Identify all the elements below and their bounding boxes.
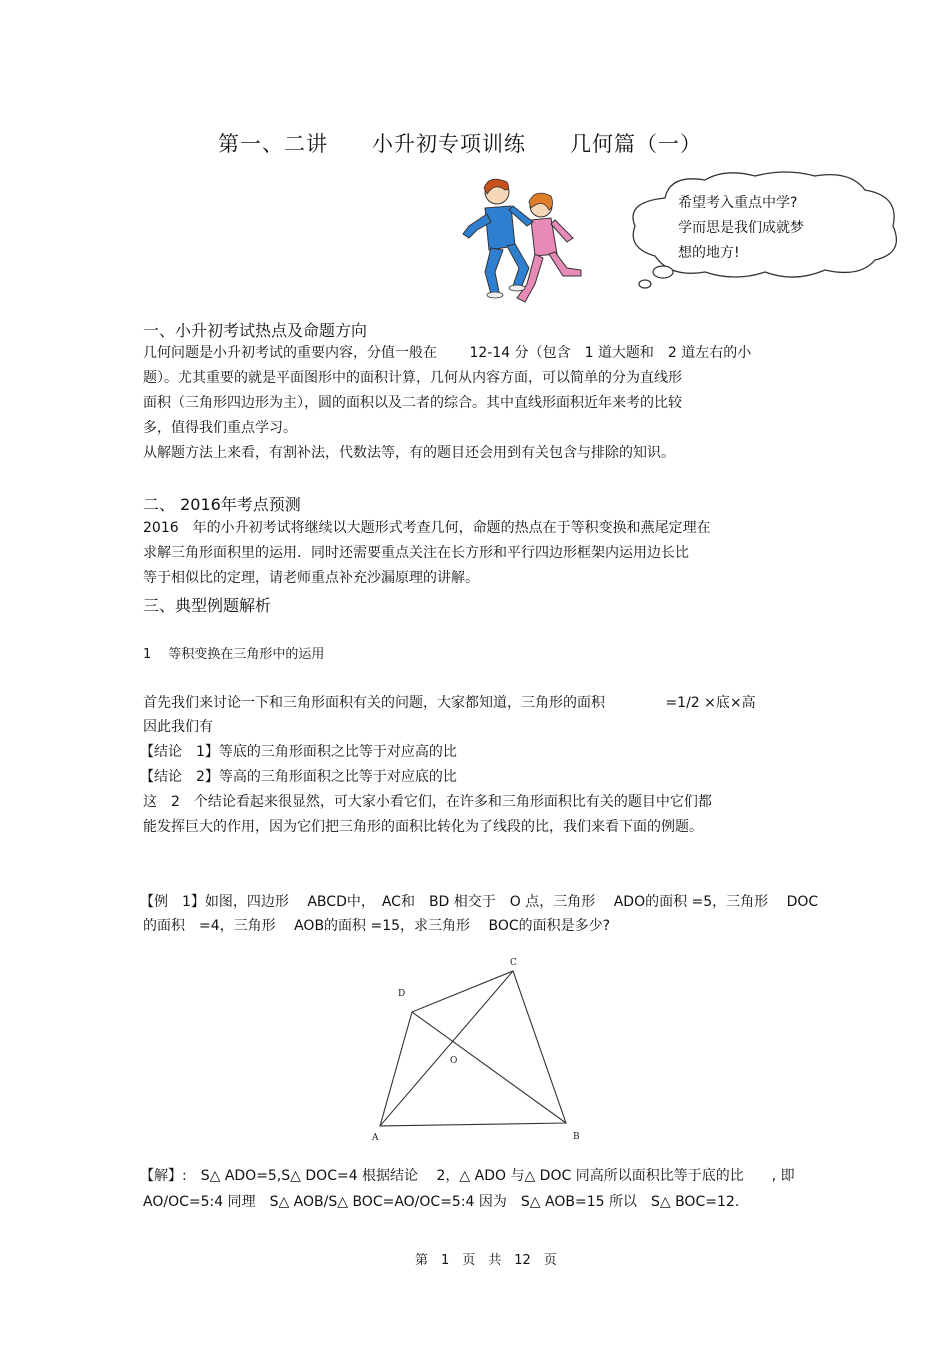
section2-line-3: 等于相似比的定理，请老师重点补充沙漏原理的讲解。 [143, 570, 479, 586]
conclusion-2: 【结论 2】等高的三角形面积之比等于对应底的比 [140, 769, 457, 785]
section3-line-1: 首先我们来讨论一下和三角形面积有关的问题，大家都知道，三角形的面积 =1/2 ×底×高 [143, 695, 756, 711]
bubble-line-1: 希望考入重点中学? [678, 195, 798, 211]
label-a: A [372, 1133, 379, 1143]
example1-line-2: 的面积 =4，三角形 AOB的面积 =15，求三角形 BOC的面积是多少? [143, 918, 611, 934]
solution-line-2: AO/OC=5:4 同理 S△ AOB/S△ BOC=AO/OC=5:4 因为 S△ AOB=15 所以 S△ BOC=12. [143, 1194, 740, 1210]
section3-subheading: 1 等积变换在三角形中的运用 [143, 647, 325, 662]
bubble-line-2: 学而思是我们成就梦 [678, 220, 804, 236]
label-b: B [573, 1132, 580, 1142]
label-o: O [450, 1056, 458, 1066]
girl-figure [517, 193, 581, 302]
diagonal-bd [412, 1012, 566, 1123]
conclusion-1: 【结论 1】等底的三角形面积之比等于对应高的比 [140, 744, 457, 760]
section3-line-5: 这 2 个结论看起来很显然，可大家小看它们，在许多和三角形面积比有关的题目中它们都 [143, 794, 712, 810]
section1-line-2: 题）。尤其重要的就是平面图形中的面积计算，几何从内容方面，可以简单的分为直线形 [143, 370, 682, 386]
label-d: D [398, 989, 406, 999]
section1-line-3: 面积（三角形四边形为主），圆的面积以及二者的综合。其中直线形面积近年来考的比较 [143, 395, 682, 411]
section1-heading: 一、小升初考试热点及命题方向 [143, 321, 368, 340]
label-c: C [510, 958, 517, 968]
solution-line-1: 【解】: S△ ADO=5,S△ DOC=4 根据结论 2，△ ADO 与△ DOC 同高所以面积比等于底的比 , 即 [140, 1168, 795, 1184]
boy-figure [463, 179, 533, 298]
bubble-line-3: 想的地方! [678, 245, 740, 261]
section3-line-6: 能发挥巨大的作用，因为它们把三角形的面积比转化为了线段的比，我们来看下面的例题。 [143, 819, 703, 835]
section1-line-1: 几何问题是小升初考试的重要内容，分值一般在 12-14 分（包含 1 道大题和 2 道左右的小 [143, 345, 752, 361]
page-footer: 第 1 页 共 12 页 [415, 1253, 557, 1268]
section1-line-5: 从解题方法上来看，有割补法，代数法等，有的题目还会用到有关包含与排除的知识。 [143, 445, 675, 461]
page-title: 第一、二讲 小升初专项训练 几何篇（一） [218, 132, 702, 156]
example1-line-1: 【例 1】如图，四边形 ABCD中， AC和 BD 相交于 O 点，三角形 ADO的面积 =5，三角形 DOC [140, 894, 819, 910]
section2-line-1: 2016 年的小升初考试将继续以大题形式考查几何，命题的热点在于等积变换和燕尾定理在 [143, 520, 711, 536]
section3-heading: 三、典型例题解析 [143, 596, 272, 615]
section2-heading: 二、 2016年考点预测 [143, 495, 301, 514]
quadrilateral-figure [360, 950, 600, 1150]
running-children-illustration [455, 176, 600, 311]
section2-line-2: 求解三角形面积里的运用．同时还需要重点关注在长方形和平行四边形框架内运用边长比 [143, 545, 689, 561]
section1-line-4: 多，值得我们重点学习。 [143, 420, 297, 436]
section3-line-2: 因此我们有 [143, 719, 213, 735]
